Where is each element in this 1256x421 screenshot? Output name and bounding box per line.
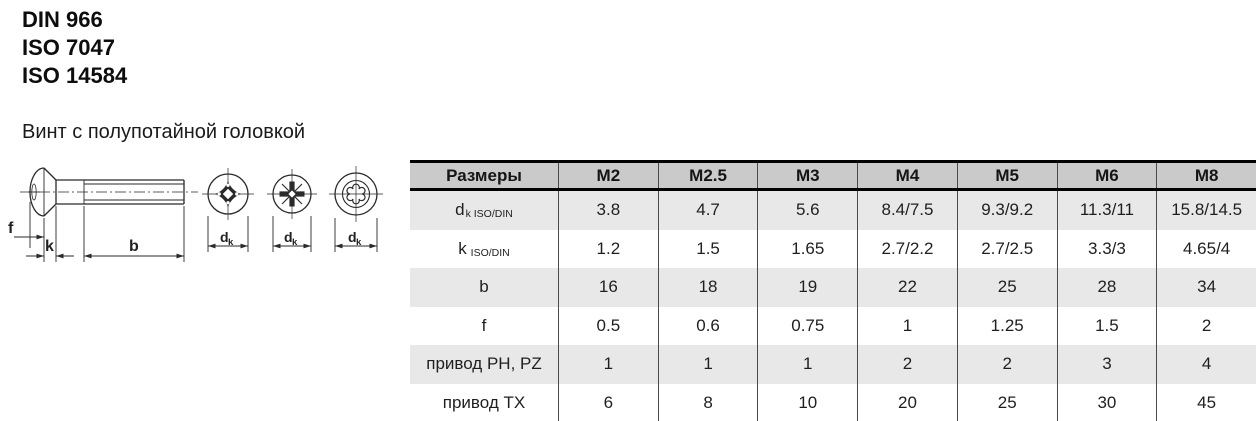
- cell-phpz-m2-5: 1: [658, 345, 758, 384]
- row-label-drive-tx: привод TX: [442, 392, 526, 412]
- cell-k-m6: 3.3/3: [1057, 230, 1157, 269]
- cell-dk-m4: 8.4/7.5: [857, 191, 957, 230]
- header-m4: M4: [857, 163, 957, 188]
- header-m6: M6: [1057, 163, 1157, 188]
- cell-dk-m3: 5.6: [757, 191, 857, 230]
- dim-label-dk-sub: k: [292, 237, 298, 248]
- header-m2: M2: [558, 163, 658, 188]
- cell-f-m6: 1.5: [1057, 307, 1157, 346]
- cell-tx-m8: 45: [1156, 384, 1256, 421]
- cell-tx-m4: 20: [857, 384, 957, 421]
- table-row-drive-ph-pz: [410, 345, 1256, 384]
- header-sizes: Размеры: [446, 165, 522, 185]
- cell-tx-m3: 10: [757, 384, 857, 421]
- cell-b-m6: 28: [1057, 268, 1157, 307]
- cell-k-m3: 1.65: [757, 230, 857, 269]
- phillips-recess-view: [202, 168, 254, 252]
- header-m2-5: M2.5: [658, 163, 758, 188]
- cell-f-m2: 0.5: [558, 307, 658, 346]
- cell-phpz-m6: 3: [1057, 345, 1157, 384]
- dim-label-dk-sub: k: [228, 237, 234, 248]
- cell-phpz-m2: 1: [558, 345, 658, 384]
- dim-label-k: k: [45, 238, 54, 255]
- cell-f-m5: 1.25: [957, 307, 1057, 346]
- dim-label-dk-sub: k: [356, 237, 362, 248]
- cell-dk-m2: 3.8: [558, 191, 658, 230]
- standards-list: [22, 6, 305, 90]
- cell-b-m3: 19: [757, 268, 857, 307]
- side-view-screw: [20, 168, 198, 216]
- header-m5: M5: [957, 163, 1057, 188]
- cell-dk-m2-5: 4.7: [658, 191, 758, 230]
- standard-iso-14584: ISO 14584: [22, 63, 128, 88]
- cell-f-m4: 1: [857, 307, 957, 346]
- header-m8: M8: [1156, 163, 1256, 188]
- table-header-row: [410, 160, 1256, 191]
- cell-b-m4: 22: [857, 268, 957, 307]
- dim-label-dk-main: d: [348, 229, 357, 245]
- title-block: [22, 6, 305, 144]
- table-row-k: [410, 230, 1256, 269]
- cell-phpz-m8: 4: [1156, 345, 1256, 384]
- cell-tx-m2-5: 8: [658, 384, 758, 421]
- cell-phpz-m3: 1: [757, 345, 857, 384]
- torx-recess-view: [329, 166, 383, 252]
- cell-tx-m5: 25: [957, 384, 1057, 421]
- row-label-b: b: [479, 277, 489, 297]
- cell-dk-m6: 11.3/11: [1057, 191, 1157, 230]
- dimensions-table: [410, 160, 1256, 421]
- table-row-f: [410, 307, 1256, 346]
- cell-phpz-m5: 2: [957, 345, 1057, 384]
- standard-din-966: DIN 966: [22, 7, 103, 32]
- cell-k-m5: 2.7/2.5: [957, 230, 1057, 269]
- cell-phpz-m4: 2: [857, 345, 957, 384]
- cell-tx-m2: 6: [558, 384, 658, 421]
- table-row-b: [410, 268, 1256, 307]
- cell-k-m4: 2.7/2.2: [857, 230, 957, 269]
- cell-b-m5: 25: [957, 268, 1057, 307]
- cell-tx-m6: 30: [1057, 384, 1157, 421]
- row-label-k: k ISO/DIN: [458, 238, 510, 259]
- row-label-dk: d k ISO/DIN: [455, 200, 513, 221]
- technical-drawing: [0, 158, 410, 283]
- dim-label-dk-main: d: [284, 229, 293, 245]
- cell-b-m2-5: 18: [658, 268, 758, 307]
- dim-label-dk-main: d: [220, 229, 229, 245]
- header-m3: M3: [757, 163, 857, 188]
- cell-k-m2: 1.2: [558, 230, 658, 269]
- row-label-f: f: [481, 315, 487, 335]
- standard-iso-7047: ISO 7047: [22, 35, 115, 60]
- cell-dk-m8: 15.8/14.5: [1156, 191, 1256, 230]
- pozidriv-recess-view: [267, 169, 317, 252]
- cell-b-m8: 34: [1156, 268, 1256, 307]
- dimension-arrows: [37, 235, 185, 259]
- table-row-dk: [410, 191, 1256, 230]
- dim-label-f: f: [8, 220, 14, 237]
- side-view-dimensions: [14, 202, 184, 262]
- dim-label-b: b: [129, 238, 139, 255]
- cell-b-m2: 16: [558, 268, 658, 307]
- page-title: Винт с полупотайной головкой: [22, 121, 306, 143]
- cell-k-m8: 4.65/4: [1156, 230, 1256, 269]
- cell-dk-m5: 9.3/9.2: [957, 191, 1057, 230]
- row-label-drive-ph-pz: привод PH, PZ: [426, 354, 542, 374]
- table-row-drive-tx: [410, 384, 1256, 421]
- cell-k-m2-5: 1.5: [658, 230, 758, 269]
- cell-f-m8: 2: [1156, 307, 1256, 346]
- cell-f-m3: 0.75: [757, 307, 857, 346]
- cell-f-m2-5: 0.6: [658, 307, 758, 346]
